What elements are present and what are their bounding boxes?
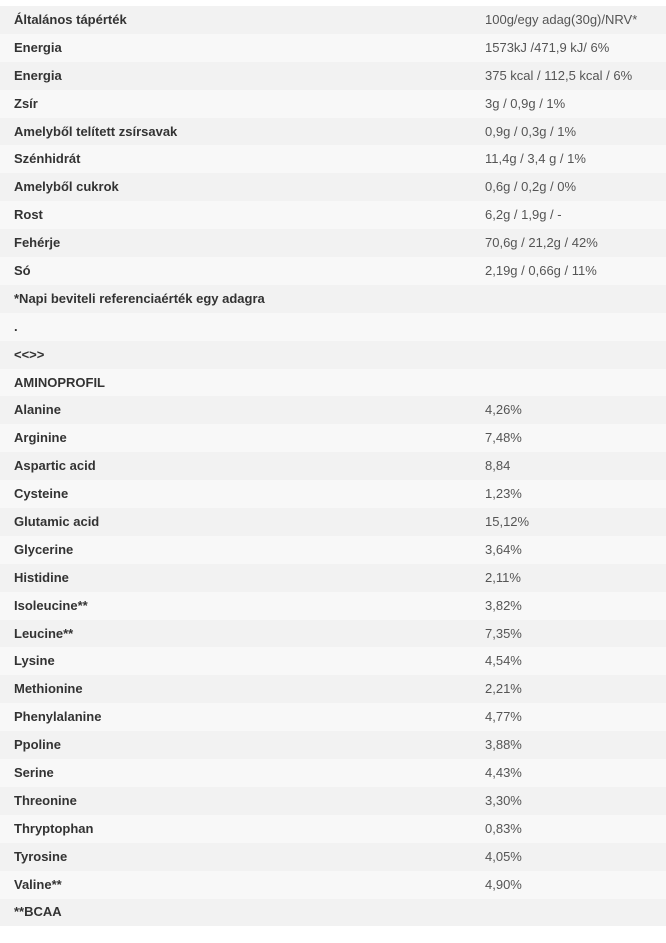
row-value: 1,23% — [470, 480, 666, 508]
row-label: Glycerine — [0, 536, 470, 564]
row-value: 6,2g / 1,9g / - — [470, 201, 666, 229]
row-label: Cysteine — [0, 480, 470, 508]
table-row — [0, 6, 666, 34]
row-label: Glutamic acid — [0, 508, 470, 536]
row-label: Energia — [0, 62, 470, 90]
table-row — [0, 480, 666, 508]
table-row — [0, 285, 666, 313]
table-row — [0, 564, 666, 592]
row-label: *Napi beviteli referenciaérték egy adagra — [0, 285, 470, 313]
row-value: 4,43% — [470, 759, 666, 787]
table-row — [0, 871, 666, 899]
row-label: Amelyből cukrok — [0, 173, 470, 201]
row-value: 0,9g / 0,3g / 1% — [470, 118, 666, 146]
row-value — [470, 369, 666, 397]
row-label: Phenylalanine — [0, 703, 470, 731]
row-value: 15,12% — [470, 508, 666, 536]
row-value: 4,54% — [470, 647, 666, 675]
row-label: Amelyből telített zsírsavak — [0, 118, 470, 146]
table-row — [0, 620, 666, 648]
table-row — [0, 34, 666, 62]
row-value — [470, 313, 666, 341]
table-row — [0, 675, 666, 703]
table-row — [0, 452, 666, 480]
row-value: 0,83% — [470, 815, 666, 843]
row-value: 8,84 — [470, 452, 666, 480]
row-label: Serine — [0, 759, 470, 787]
row-value: 4,90% — [470, 871, 666, 899]
table-row — [0, 899, 666, 927]
row-value: 4,77% — [470, 703, 666, 731]
table-row — [0, 759, 666, 787]
row-value: 11,4g / 3,4 g / 1% — [470, 145, 666, 173]
table-row — [0, 536, 666, 564]
row-value: 7,48% — [470, 424, 666, 452]
table-row — [0, 731, 666, 759]
row-label: Methionine — [0, 675, 470, 703]
table-row — [0, 313, 666, 341]
table-row — [0, 118, 666, 146]
nutrition-table-body — [0, 6, 666, 926]
table-row — [0, 843, 666, 871]
row-label: Histidine — [0, 564, 470, 592]
row-label: Tyrosine — [0, 843, 470, 871]
row-label: Leucine** — [0, 620, 470, 648]
row-label: Szénhidrát — [0, 145, 470, 173]
row-label: Ppoline — [0, 731, 470, 759]
table-row — [0, 647, 666, 675]
row-label: . — [0, 313, 470, 341]
row-label: Zsír — [0, 90, 470, 118]
row-value: 2,19g / 0,66g / 11% — [470, 257, 666, 285]
table-row — [0, 787, 666, 815]
table-row — [0, 396, 666, 424]
table-row — [0, 703, 666, 731]
table-row — [0, 62, 666, 90]
row-label: Só — [0, 257, 470, 285]
row-value: 4,05% — [470, 843, 666, 871]
row-value: 375 kcal / 112,5 kcal / 6% — [470, 62, 666, 90]
row-label: **BCAA — [0, 899, 470, 927]
row-value: 2,11% — [470, 564, 666, 592]
row-label: Isoleucine** — [0, 592, 470, 620]
table-row — [0, 90, 666, 118]
table-row — [0, 341, 666, 369]
row-value: 3,82% — [470, 592, 666, 620]
table-row — [0, 173, 666, 201]
row-label: Aspartic acid — [0, 452, 470, 480]
row-label: Arginine — [0, 424, 470, 452]
row-value — [470, 285, 666, 313]
row-value: 3,30% — [470, 787, 666, 815]
row-label: Thryptophan — [0, 815, 470, 843]
row-value: 2,21% — [470, 675, 666, 703]
row-label: Alanine — [0, 396, 470, 424]
row-value: 3,88% — [470, 731, 666, 759]
row-value: 4,26% — [470, 396, 666, 424]
table-row — [0, 815, 666, 843]
row-value: 0,6g / 0,2g / 0% — [470, 173, 666, 201]
table-row — [0, 201, 666, 229]
row-label: Lysine — [0, 647, 470, 675]
row-value: 1573kJ /471,9 kJ/ 6% — [470, 34, 666, 62]
row-value: 70,6g / 21,2g / 42% — [470, 229, 666, 257]
table-row — [0, 229, 666, 257]
table-row — [0, 369, 666, 397]
row-label: <<>> — [0, 341, 470, 369]
row-label: Threonine — [0, 787, 470, 815]
row-value — [470, 341, 666, 369]
table-row — [0, 508, 666, 536]
nutrition-table — [0, 6, 666, 926]
table-row — [0, 424, 666, 452]
row-value: 3g / 0,9g / 1% — [470, 90, 666, 118]
row-label: Általános tápérték — [0, 6, 470, 34]
row-value: 3,64% — [470, 536, 666, 564]
row-label: Energia — [0, 34, 470, 62]
row-value — [470, 899, 666, 927]
table-row — [0, 592, 666, 620]
row-label: Rost — [0, 201, 470, 229]
table-row — [0, 145, 666, 173]
row-label: Fehérje — [0, 229, 470, 257]
row-label: Valine** — [0, 871, 470, 899]
row-value: 100g/egy adag(30g)/NRV* — [470, 6, 666, 34]
row-value: 7,35% — [470, 620, 666, 648]
table-row — [0, 257, 666, 285]
row-label: AMINOPROFIL — [0, 369, 470, 397]
